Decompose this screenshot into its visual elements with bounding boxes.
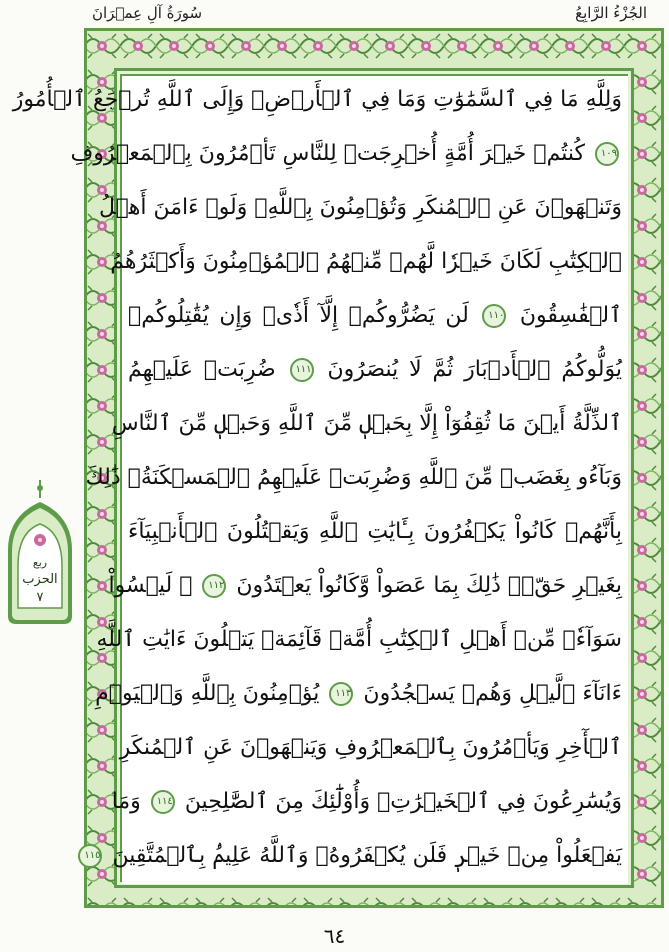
verse-text: يُوَلُّوكُمُ ٱلۡأَدۡبَارَ ثُمَّ لَا يُنصَرُونَ [327,357,622,382]
verse-line [70,134,622,174]
verse-text: ٱلۡأٓخِرِ وَيَأۡمُرُونَ بِٱلۡمَعۡرُوفِ وَيَنۡهَوۡنَ عَنِ ٱلۡمُنكَرِ [119,735,622,760]
verse-text: بِغَيۡرِ حَقّٖۚ ذَٰلِكَ بِمَا عَصَواْ وَّكَانُواْ يَعۡتَدُونَ [236,573,622,598]
ayah-number-marker: ١١٢ [202,574,226,598]
verse-line [96,620,622,660]
ayah-number-marker: ١١٥ [78,844,102,868]
ayah-number-marker: ١١٠ [482,304,506,328]
verse-text: ٱلۡكِتَٰبِ لَكَانَ خَيۡرٗا لَّهُمۚ مِّنۡهُمُ ٱلۡمُؤۡمِنُونَ وَأَكۡثَرُهُمُ [110,249,622,274]
ayah-number-marker: ١٠٩ [595,142,619,166]
verse-text: ٱلۡفَٰسِقُونَ [519,303,623,328]
verse-text: يَفۡعَلُواْ مِنۡ خَيۡرٖ فَلَن يُكۡفَرُوهُۗ وَٱللَّهُ عَلِيمُۢ بِٱلۡمُتَّقِينَ [112,843,622,868]
juz-title: الجُزْءُ الرَّابِعُ [575,4,647,22]
verse-text: ٱلذِّلَّةُ أَيۡنَ مَا ثُقِفُوٓاْ إِلَّا بِحَبۡلٖ مِّنَ ٱللَّهِ وَحَبۡلٖ مِّنَ ٱلنَّاسِ [111,411,622,436]
verse-text: وَمَا [111,789,141,814]
verse-text: وَبَآءُو بِغَضَبٖ مِّنَ ٱللَّهِ وَضُرِبَتۡ عَلَيۡهِمُ ٱلۡمَسۡكَنَةُۚ ذَٰلِكَ [85,465,622,490]
verse-text: سَوَآءٗۗ مِّنۡ أَهۡلِ ٱلۡكِتَٰبِ أُمَّةٞ قَآئِمَةٞ يَتۡلُونَ ءَايَٰتِ ٱللَّهِ [96,627,622,652]
verse-text: ءَانَآءَ ٱلَّيۡلِ وَهُمۡ يَسۡجُدُونَ [363,681,622,706]
verse-text: ۞ لَيۡسُواْ [108,573,193,598]
ayah-number-marker: ١١١ [290,358,314,382]
verse-line [111,782,622,822]
verse-text: ضُرِبَتۡ عَلَيۡهِمُ [128,357,276,382]
hizb-marker [2,480,78,630]
verse-text: وَلِلَّهِ مَا فِي ٱلسَّمَٰوَٰتِ وَمَا فِي ٱلۡأَرۡضِۚ وَإِلَى ٱللَّهِ تُرۡجَعُ ٱلۡأُمُورُ [12,87,622,112]
hizb-number: ٧ [36,590,44,605]
verse-text: كُنتُمۡ خَيۡرَ أُمَّةٍ أُخۡرِجَتۡ لِلنَّاسِ تَأۡمُرُونَ بِٱلۡمَعۡرُوفِ [70,141,585,166]
verse-text: وَتَنۡهَوۡنَ عَنِ ٱلۡمُنكَرِ وَتُؤۡمِنُونَ بِٱللَّهِۗ وَلَوۡ ءَامَنَ أَهۡلُ [98,195,622,220]
verse-line [128,296,622,336]
hizb-label: الحزب [22,572,58,587]
ayah-number-marker: ١١٣ [329,682,353,706]
verse-text: بِأَنَّهُمۡ كَانُواْ يَكۡفُرُونَ بِـَٔايَٰتِ ٱللَّهِ وَيَقۡتُلُونَ ٱلۡأَنۢبِيَآءَ [128,519,622,544]
verse-line [95,674,622,714]
hizb-quarter: ربع [32,556,48,569]
surah-title: سُورَةُ آلِ عِمۡرَانَ [92,4,203,22]
verse-text: لَن يَضُرُّوكُمۡ إِلَّآ أَذٗىۖ وَإِن يُقَٰتِلُوكُمۡ [128,303,469,328]
verse-text: يُؤۡمِنُونَ بِٱللَّهِ وَٱلۡيَوۡمِ [95,681,320,706]
verse-text: وَيُسَٰرِعُونَ فِي ٱلۡخَيۡرَٰتِۖ وَأُوْلَٰٓئِكَ مِنَ ٱلصَّٰلِحِينَ [184,789,622,814]
verse-line [119,728,622,768]
verse-line [110,242,622,282]
verse-line [128,350,622,390]
page-number: ٦٤ [323,924,346,948]
verse-line [84,836,622,876]
verse-line [85,458,622,498]
verse-line [111,404,622,444]
verse-line [128,512,622,552]
hizb-frame-icon [2,480,78,630]
verse-line [98,188,622,228]
ayah-number-marker: ١١٤ [151,790,175,814]
verse-line [12,80,622,120]
verse-line [108,566,622,606]
